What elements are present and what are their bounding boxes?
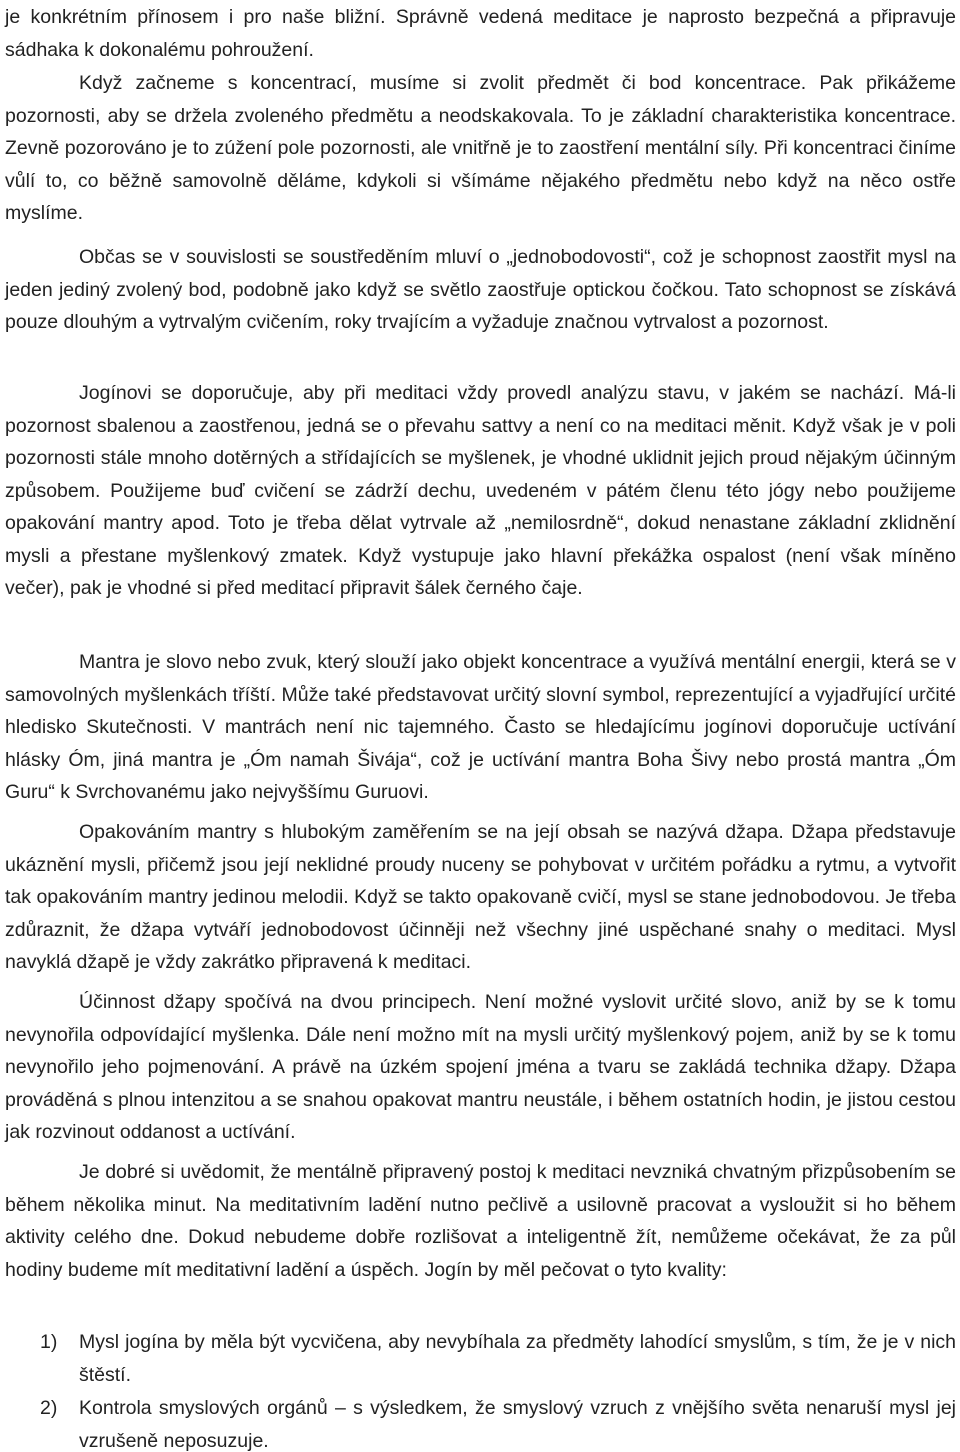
list-item-text: Kontrola smyslových orgánů – s výsledkem, že smyslový vzruch z vnějšího světa nenaruší mysl jej vzrušeně neposuzuje. (79, 1397, 956, 1452)
paragraph-6: Opakováním mantry s hlubokým zaměřením se na její obsah se nazývá džapa. Džapa představuje ukáznění mysli, přičemž jsou její neklidné proudy nuceny se pohybovat v určitém pořádku a rytmu, a vytvořit tak opakováním mantry jedinou melodii. Když se takto opakovaně cvičí, mysl se stane jednobodovou. Je třeba zdůraznit, že džapa vytváří jednobodovost účinněji než všechny jiné uspěchané snahy o meditaci. Mysl navyklá džapě je vždy zakrátko připravená k meditaci. (5, 821, 956, 973)
paragraph-4: Jogínovi se doporučuje, aby při meditaci vždy provedl analýzu stavu, v jakém se nachází. Má-li pozornost sbalenou a zaostřenou, jedná se o převahu sattvy a není co na meditaci měnit. Když však je v poli pozornosti stále mnoho dotěrných a střídajících se myšlenek, je vhodné uklidnit jejich proud nějakým účinným způsobem. Použijeme buď cvičení se zádrží dechu, uvedeném v pátém členu této jógy nebo použijeme opakování mantry apod. Toto je třeba dělat vytrvale až „nemilosrdně“, dokud nenastane základní zklidnění mysli a přestane myšlenkový zmatek. Když vystupuje jako hlavní překážka ospalost (není však míněno večer), pak je vhodné si před meditací připravit šálek černého čaje. (5, 382, 956, 599)
list-item-number: 1) (40, 1331, 58, 1353)
paragraph-2: Když začneme s koncentrací, musíme si zvolit předmět či bod koncentrace. Pak přikážeme pozornosti, aby se držela zvoleného předmětu a neodskakovala. To je základní charakteristika koncentrace. Zevně pozorováno je to zúžení pole pozornosti, ale vnitřně je to zaostření mentální síly. Při koncentraci činíme vůlí to, co běžně samovolně děláme, kdykoli si všímáme nějakého předmětu nebo když na něco ostře myslíme. (5, 72, 956, 224)
paragraph-3: Občas se v souvislosti se soustředěním mluví o „jednobodovosti“, což je schopnost zaostřit mysl na jeden jediný zvolený bod, podobně jako když se světlo zaostřuje optickou čočkou. Tato schopnost se získává pouze dlouhým a vytrvalým cvičením, roky trvajícím a vyžaduje značnou vytrvalost a pozornost. (5, 246, 956, 333)
paragraph-7: Účinnost džapy spočívá na dvou principech. Není možné vyslovit určité slovo, aniž by se k tomu nevynořila odpovídající myšlenka. Dále není možno mít na mysli určitý myšlenkový pojem, aniž by se k tomu nevynořilo jeho pojmenování. A právě na úzkém spojení jména a tvaru se zakládá technika džapy. Džapa prováděná s plnou intenzitou a se snahou opakovat mantru neustále, i během ostatních hodin, je jistou cestou jak rozvinout oddanost a uctívání. (5, 991, 956, 1143)
paragraph-8: Je dobré si uvědomit, že mentálně připravený postoj k meditaci nevzniká chvatným přizpůsobením se během několika minut. Na meditativním ladění nutno pečlivě a usilovně pracovat a vysloužit si ho během aktivity celého dne. Dokud nebudeme dobře rozlišovat a inteligentně žít, nemůžeme očekávat, že za půl hodiny budeme mít meditativní ladění a úspěch. Jogín by měl pečovat o tyto kvality: (5, 1161, 956, 1281)
list-item-text: Mysl jogína by měla být vycvičena, aby nevybíhala za předměty lahodící smyslům, s tím, že je v nich štěstí. (79, 1331, 956, 1386)
paragraph-5: Mantra je slovo nebo zvuk, který slouží jako objekt koncentrace a využívá mentální energii, která se v samovolných myšlenkách tříští. Může také představovat určitý slovní symbol, reprezentující a vyjadřující určité hledisko Skutečnosti. V mantrách není nic tajemného. Často se hledajícímu jogínovi doporučuje uctívání hlásky Óm, jiná mantra je „Óm namah Šivája“, což je uctívání mantra Boha Šivy nebo prostá mantra „Óm Guru“ k Svrchovanému jako nejvyššímu Guruovi. (5, 651, 956, 803)
paragraph-1: je konkrétním přínosem i pro naše bližní. Správně vedená meditace je naprosto bezpečná a připravuje sádhaka k dokonalému pohroužení. (5, 6, 956, 61)
list-item-1 (40, 1326, 956, 1391)
list-item-number: 2) (40, 1397, 58, 1419)
list-item-2 (40, 1392, 956, 1452)
